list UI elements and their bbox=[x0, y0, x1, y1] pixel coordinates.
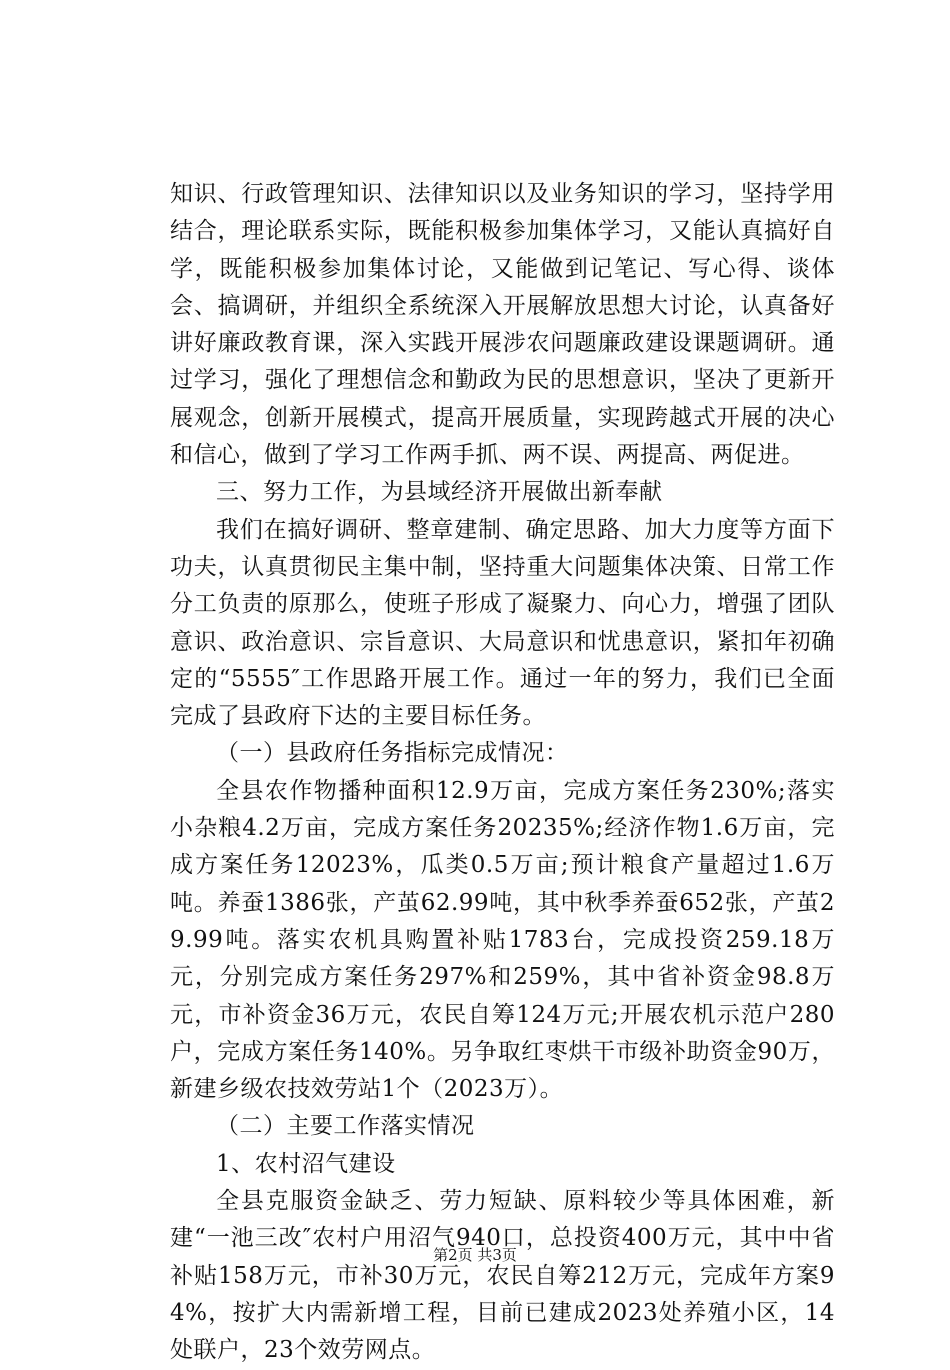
page-footer: 第2页 共3页 bbox=[433, 1246, 517, 1264]
document-body bbox=[170, 176, 835, 1370]
paragraph-work-summary: 我们在搞好调研、整章建制、确定思路、加大力度等方面下功夫，认真贯彻民主集中制，坚持重大问题集体决策、日常工作分工负责的原那么，使班子形成了凝聚力、向心力，增强了团队意识、政治意识、宗旨意识、大局意识和忧患意识，紧扣年初确定的“5555″工作思路开展工作。通过一年的努力，我们已全面完成了县政府下达的主要目标任务。 bbox=[170, 516, 835, 730]
subsection-heading-indicators: （一）县政府任务指标完成情况： bbox=[216, 740, 569, 767]
item-heading-biogas: 1、农村沼气建设 bbox=[216, 1150, 396, 1177]
subsection-heading-implementation: （二）主要工作落实情况 bbox=[216, 1113, 475, 1140]
section-heading-work: 三、努力工作，为县域经济开展做出新奉献 bbox=[216, 479, 663, 506]
paragraph-indicators: 全县农作物播种面积12.9万亩，完成方案任务230%;落实小杂粮4.2万亩，完成方案任务20235%;经济作物1.6万亩，完成方案任务12023%，瓜类0.5万亩;预计粮食产量超过1.6万吨。养蚕1386张，产茧62.99吨，其中秋季养蚕652张，产茧29.99吨。落实农机具购置补贴1783台，完成投资259.18万元，分别完成方案任务297%和259%，其中省补资金98.8万元，市补资金36万元，农民自筹124万元;开展农机示范户280户，完成方案任务140%。另争取红枣烘干市级补助资金90万，新建乡级农技效劳站1个（2023万）。 bbox=[170, 777, 835, 1103]
paragraph-study-continuation: 知识、行政管理知识、法律知识以及业务知识的学习，坚持学用结合，理论联系实际，既能积极参加集体学习，又能认真搞好自学，既能积极参加集体讨论，又能做到记笔记、写心得、谈体会、搞调研，并组织全系统深入开展解放思想大讨论，认真备好讲好廉政教育课，深入实践开展涉农问题廉政建设课题调研。通过学习，强化了理想信念和勤政为民的思想意识，坚决了更新开展观念，创新开展模式，提高开展质量，实现跨越式开展的决心和信心，做到了学习工作两手抓、两不误、两提高、两促进。 bbox=[170, 181, 835, 469]
paragraph-biogas: 全县克服资金缺乏、劳力短缺、原料较少等具体困难，新建“一池三改″农村户用沼气940口，总投资400万元，其中中省补贴158万元，市补30万元，农民自筹212万元，完成年方案94%，按扩大内需新增工程，目前已建成2023处养殖小区，14处联户，23个效劳网点。 bbox=[170, 1188, 835, 1364]
